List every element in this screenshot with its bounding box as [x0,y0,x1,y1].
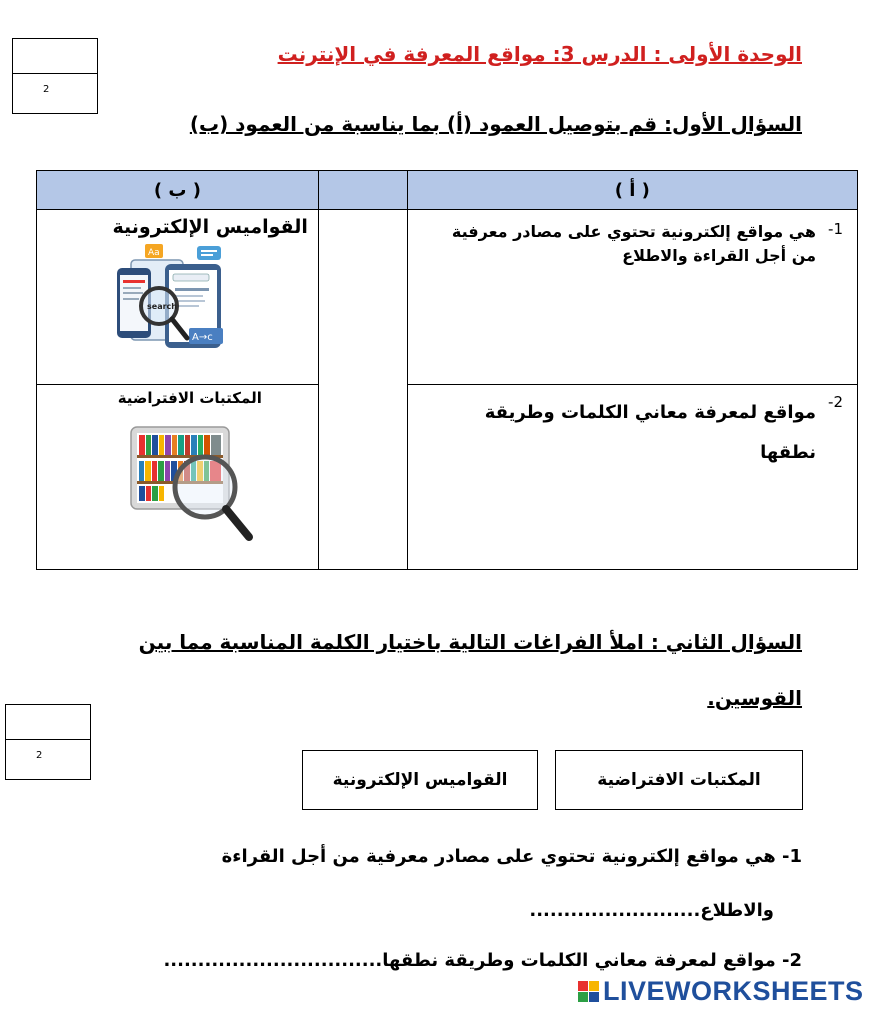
score-box-empty-cell[interactable] [13,39,97,74]
word-bank-option-1[interactable]: المكتبات الافتراضية [555,750,803,810]
unit-title: الوحدة الأولى : الدرس 3: مواقع المعرفة في الإنترنت [277,42,802,66]
svg-text:Aa: Aa [148,248,160,258]
question2-title-line2: القوسين. [707,686,802,710]
question2-title-line1: السؤال الثاني : املأ الفراغات التالية باختيار الكلمة المناسبة مما بين [138,630,802,654]
svg-text:A→c: A→c [192,332,213,343]
answer-column-header [318,171,407,210]
score-box-empty-cell[interactable] [6,705,90,740]
answer-connector-cell[interactable] [318,210,407,570]
word-bank-option-2[interactable]: القواميس الإلكترونية [302,750,538,810]
column-a-item-number-1: -1 [828,220,843,238]
sentence-2[interactable]: 2- مواقع لمعرفة معاني الكلمات وطريقة نطقها................................ [163,950,802,971]
score-box-1 [12,38,98,114]
column-b-cell-1 [37,210,319,385]
brand-name: LIVEWORKSHEETS [603,976,864,1006]
column-b-cell-2 [37,385,319,570]
column-a-cell-1 [407,210,857,385]
chat-bubble-shape [197,246,221,260]
online-dictionary-illustration [109,242,249,368]
question1-title: السؤال الأول: قم بتوصيل العمود (أ) بما يناسبة من العمود (ب) [189,112,802,136]
liveworksheets-brand [578,976,864,1007]
column-b-label-2: المكتبات الافتراضية [117,389,262,407]
column-a-header: ( أ ) [407,171,857,210]
score-total: 2 [43,84,50,95]
virtual-library-illustration [129,421,259,553]
score-box-2 [5,704,91,780]
matching-table [36,170,858,570]
column-b-label-1: القواميس الإلكترونية [112,216,308,238]
svg-text:search: search [147,302,177,311]
liveworksheets-logo-icon [578,981,599,1002]
column-a-item-text-2: مواقع لمعرفة معاني الكلمات وطريقة نطقها [484,402,817,463]
column-a-item-number-2: -2 [828,393,843,411]
column-b-header: ( ب ) [37,171,319,210]
column-a-cell-2 [407,385,857,570]
score-total: 2 [36,750,43,761]
column-a-item-text-1: هي مواقع إلكترونية تحتوي على مصادر معرفية من أجل القراءة والاطلاع [451,222,817,265]
sentence-1-line1: 1- هي مواقع إلكترونية تحتوي على مصادر معرفية من أجل القراءة [221,846,802,867]
sentence-1-line2[interactable]: والاطلاع......................... [529,900,774,921]
